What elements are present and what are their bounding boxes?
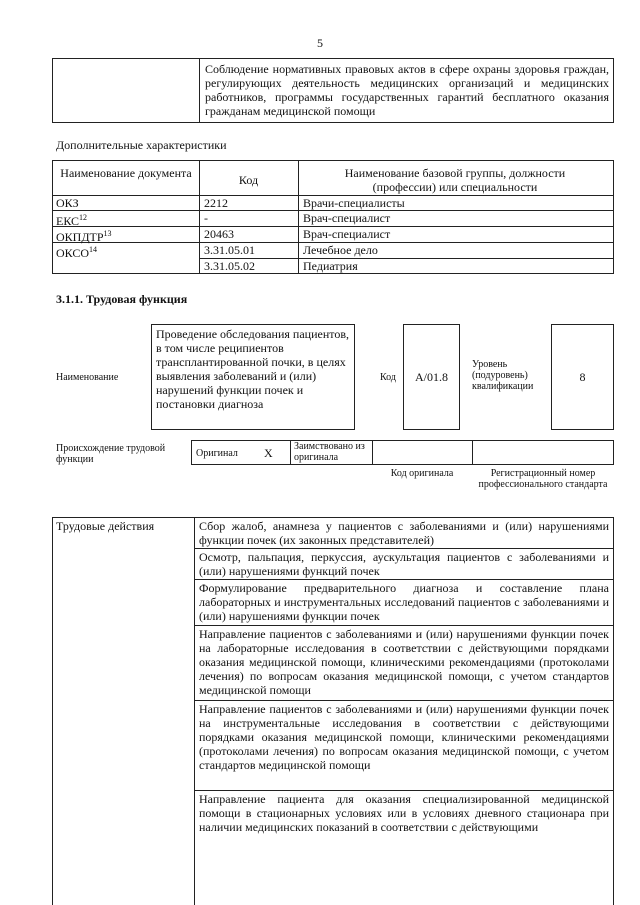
reg-number-label: Регистрационный номер профессионального стандарта: [478, 468, 608, 490]
level-value: 8: [579, 370, 586, 384]
row-okso1-name: Лечебное дело: [303, 243, 378, 257]
row-okso1-code: 3.31.05.01: [204, 243, 255, 257]
row-eks-doc: ЕКС$^{12}$: [56, 213, 88, 228]
original-mark: X: [264, 446, 273, 460]
page-number: 5: [317, 36, 323, 50]
action-item: Направление пациентов с заболеваниями и (или) нарушениями функции почек на инструментальные исследования в соответствии с действующими порядками оказания медицинской помощи, клиническими рекомендациями (протоколами лечения) по вопросам оказания медицинской помощи, с учетом стандартов медицинской помощи: [199, 702, 609, 772]
action-item: Формулирование предварительного диагноза и составление плана лабораторных и инструментальных исследований пациентов с заболеваниями и (или) нарушениями функции почек: [199, 581, 609, 623]
row-okso2-name: Педиатрия: [303, 259, 358, 273]
action-item: Направление пациента для оказания специализированной медицинской помощи в стационарных условиях или в условиях дневного стационара при наличии медицинских показаний в соответствии с действующими: [199, 792, 609, 834]
row-eks-code: -: [204, 211, 208, 225]
row-okpdtr-name: Врач-специалист: [303, 227, 391, 241]
action-item: Направление пациентов с заболеваниями и (или) нарушениями функции почек на лабораторные исследования в соответствии с действующими порядками оказания медицинской помощи, клиническими рекомендациями (протоколами лечения) по вопросам оказания медицинской помощи, с учетом стандартов медицинской помощи: [199, 627, 609, 697]
top-table-text: Соблюдение нормативных правовых актов в сфере охраны здоровья граждан, регулирующих деятельность медицинских организаций и медицинских работников, программы государственных гарантий бесплатного оказания гражданам медицинской помощи: [205, 62, 609, 118]
header-code: Код: [238, 173, 259, 187]
borrowed-label: Заимствовано из оригинала: [294, 441, 365, 463]
row-okpdtr-doc: ОКПДТР$^{13}$: [56, 229, 112, 244]
original-label: Оригинал: [196, 448, 238, 459]
function-heading: 3.1.1. Трудовая функция: [56, 292, 188, 306]
row-okpdtr-code: 20463: [204, 227, 234, 241]
origin-label: Происхождение трудовой функции: [56, 443, 166, 465]
row-okz-code: 2212: [204, 196, 228, 210]
actions-label: Трудовые действия: [56, 519, 155, 533]
header-document: Наименование документа: [60, 166, 192, 180]
header-name: Наименование базовой группы, должности (профессии) или специальности: [344, 166, 566, 194]
name-label: Наименование: [56, 372, 119, 383]
row-okz-doc: ОКЗ: [56, 196, 79, 210]
action-item: Осмотр, пальпация, перкуссия, аускультация пациентов с заболеваниями и (или) нарушениями функций почек: [199, 550, 609, 578]
code-label: Код: [380, 372, 396, 383]
code-original-label: Код оригинала: [390, 468, 454, 479]
code-value: A/01.8: [415, 370, 448, 384]
additional-heading: Дополнительные характеристики: [56, 138, 227, 152]
action-item: Сбор жалоб, анамнеза у пациентов с заболеваниями и (или) нарушениями функции почек (их законных представителей): [199, 519, 609, 547]
row-okz-name: Врачи-специалисты: [303, 196, 405, 210]
row-okso2-code: 3.31.05.02: [204, 259, 255, 273]
row-okso-doc: ОКСО$^{14}$: [56, 245, 98, 260]
name-value: Проведение обследования пациентов, в том числе реципиентов трансплантированной почки, в целях выявления заболеваний и (или) нарушений функции почек и постановки диагноза: [156, 327, 350, 411]
row-eks-name: Врач-специалист: [303, 211, 391, 225]
level-label: Уровень (подуровень) квалификации: [472, 359, 534, 392]
